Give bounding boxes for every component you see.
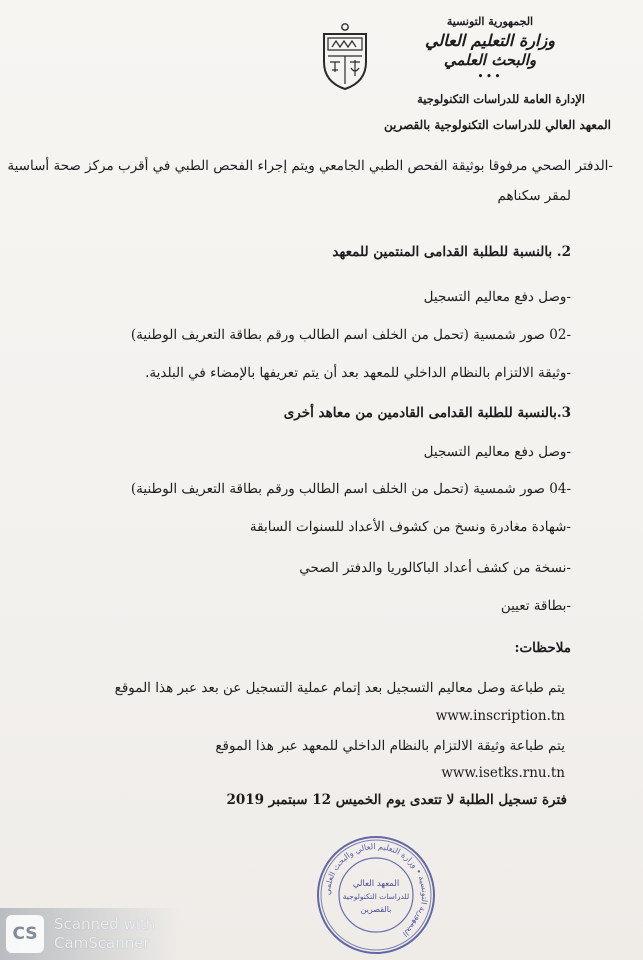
registration-deadline: فترة تسجيل الطلبة لا تتعدى يوم الخميس 12 سبتمبر 2019 [226,792,567,808]
list-item: -وصل دفع معاليم التسجيل [423,444,571,460]
list-item: -04 صور شمسية (تحمل من الخلف اسم الطالب ورقم بطاقة التعريف الوطنية) [130,481,571,497]
official-stamp [314,833,438,957]
website-url: www.isetks.rnu.tn [441,765,565,781]
note-text: يتم طباعة وصل معاليم التسجيل بعد إتمام عملية التسجيل عن بعد عبر هذا الموقع [114,680,565,696]
paragraph-line: -الدفتر الصحي مرفوقا بوثيقة الفحص الطبي الجامعي ويتم إجراء الفحص الطبي في أقرب مركز صحة أساسية [7,158,613,174]
section-3-title: 3.بالنسبة للطلبة القدامى القادمين من معاهد أخرى [283,405,571,421]
paragraph-line: لمقر سكناهم [497,188,571,204]
list-item: -بطاقة تعيين [500,598,571,614]
watermark-line: Scanned with [54,915,156,934]
stamp-line: بالقصرين [360,905,392,914]
list-item: -وثيقة الالتزام بالنظام الداخلي للمعهد بعد أن يتم تعريفها بالإمضاء في البلدية. [145,365,571,381]
note-text: يتم طباعة وثيقة الالتزام بالنظام الداخلي للمعهد عبر هذا الموقع [215,738,565,754]
stamp-line: للدراسات التكنولوجية [342,892,410,901]
stamp-line: المعهد العالي [352,879,400,889]
camscanner-logo-icon: CS [6,915,44,953]
watermark-line: CamScanner [54,934,150,952]
list-item: -وصل دفع معاليم التسجيل [423,289,571,305]
website-url: www.inscription.tn [435,708,565,724]
list-item: -شهادة مغادرة ونسخ من كشوف الأعداد للسنوات السابقة [249,519,571,535]
institute-name: المعهد العالي للدراسات التكنولوجية بالقصرين [383,118,611,132]
ministry-name-line1: وزارة التعليم العالي [425,31,555,51]
directorate-name: الإدارة العامة للدراسات التكنولوجية [417,92,585,106]
ministry-header [395,16,585,83]
tunisia-coat-of-arms-icon [318,22,372,92]
section-2-title: 2. بالنسبة للطلبة القدامى المنتمين للمعهد [332,244,571,260]
header-dots: ••• [477,70,503,84]
notes-title: ملاحظات: [514,640,571,656]
list-item: -02 صور شمسية (تحمل من الخلف اسم الطالب ورقم بطاقة التعريف الوطنية) [130,327,571,343]
republic-title: الجمهورية التونسية [446,15,534,28]
camscanner-watermark [0,908,181,960]
ministry-name-line2: والبحث العلمي [443,50,537,69]
list-item: -نسخة من كشف أعداد الباكالوريا والدفتر الصحي [299,560,571,576]
stamp-ring-text: الجمهورية التونسية • وزارة التعليم العالي والبحث العلمي [322,841,430,939]
